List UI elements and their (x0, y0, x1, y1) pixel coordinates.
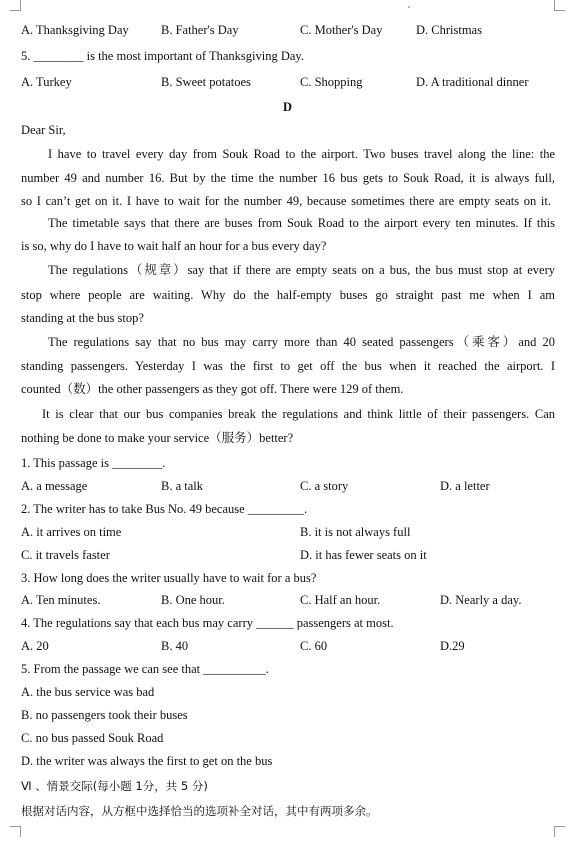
letter-p3-line3: standing at the bus stop? (21, 311, 144, 325)
prev-q5-option-c: C. Shopping (300, 75, 363, 89)
question-3-option-d: D. Nearly a day. (440, 593, 522, 607)
scan-dot (408, 6, 410, 8)
question-1-option-c: C. a story (300, 479, 349, 493)
letter-salutation: Dear Sir, (21, 123, 66, 137)
prev-q4-option-c: C. Mother's Day (300, 23, 383, 37)
question-4-option-d: D.29 (440, 639, 465, 653)
letter-p1-line3: so I can’t get on it. I have to wait for the number 49, because sometimes there are empty seats on it. (21, 194, 551, 208)
section-6-heading: Ⅵ 、情景交际(每小题 1分，共 5 分) (21, 779, 208, 793)
letter-p1-line1: I have to travel every day from Souk Road to the airport. Two buses travel along the line: the (48, 147, 555, 161)
question-3-stem: 3. How long does the writer usually have to wait for a bus? (21, 571, 317, 585)
crop-mark-bottom-left (10, 826, 21, 837)
question-2-stem: 2. The writer has to take Bus No. 49 because _________. (21, 502, 308, 516)
question-2-option-b: B. it is not always full (300, 525, 411, 539)
question-5-option-d: D. the writer was always the first to get on the bus (21, 754, 273, 768)
prev-q4-option-d: D. Christmas (416, 23, 482, 37)
prev-q4-option-b: B. Father's Day (161, 23, 239, 37)
question-3-option-c: C. Half an hour. (300, 593, 381, 607)
crop-mark-top-left (10, 0, 21, 11)
question-1-option-a: A. a message (21, 479, 88, 493)
letter-p4-line3: counted（数）the other passengers as they got off. There were 129 of them. (21, 382, 404, 396)
prev-q5-option-a: A. Turkey (21, 75, 72, 89)
question-3-option-a: A. Ten minutes. (21, 593, 101, 607)
question-1-option-d: D. a letter (440, 479, 490, 493)
prev-q5-stem: 5. ________ is the most important of Thanksgiving Day. (21, 49, 304, 63)
letter-p2-line2: is so, why do I have to wait half an hour for a bus every day? (21, 239, 327, 253)
question-3-option-b: B. One hour. (161, 593, 225, 607)
letter-p2-line1: The timetable says that there are buses from Souk Road to the airport every ten minutes. If this (48, 216, 555, 230)
prev-q5-option-d: D. A traditional dinner (416, 75, 529, 89)
section-letter: D (283, 100, 293, 114)
question-4-option-c: C. 60 (300, 639, 328, 653)
letter-p3-line1: The regulations（规章）say that if there are empty seats on a bus, the bus must stop at every (48, 263, 555, 277)
letter-p5-line2: nothing be done to make your service（服务）better? (21, 431, 294, 445)
question-1-option-b: B. a talk (161, 479, 204, 493)
question-2-option-d: D. it has fewer seats on it (300, 548, 427, 562)
question-4-stem: 4. The regulations say that each bus may carry ______ passengers at most. (21, 616, 394, 630)
question-2-option-a: A. it arrives on time (21, 525, 122, 539)
letter-p4-line2: standing passengers. Yesterday I was the first to get off the bus when it reached the airport. I (21, 359, 555, 373)
letter-p5-line1: It is clear that our bus companies break the regulations and think little of their passengers. Can (42, 407, 555, 421)
crop-mark-bottom-right (554, 826, 565, 837)
question-5-option-a: A. the bus service was bad (21, 685, 155, 699)
question-5-stem: 5. From the passage we can see that __________. (21, 662, 269, 676)
section-6-instruction: 根据对话内容，从方框中选择恰当的选项补全对话，其中有两项多余。 (21, 804, 378, 818)
prev-q4-option-a: A. Thanksgiving Day (21, 23, 129, 37)
question-5-option-c: C. no bus passed Souk Road (21, 731, 164, 745)
letter-p1-line2: number 49 and number 16. But by the time the number 16 bus gets to Souk Road, it is always full, (21, 171, 555, 185)
question-2-option-c: C. it travels faster (21, 548, 110, 562)
question-4-option-b: B. 40 (161, 639, 189, 653)
letter-p3-line2: stop where people are waiting. Why do the half-empty buses go straight past me when I am (21, 288, 555, 302)
letter-p4-line1: The regulations say that no bus may carry more than 40 seated passengers（乘客）and 20 (48, 335, 555, 349)
question-5-option-b: B. no passengers took their buses (21, 708, 188, 722)
prev-q5-option-b: B. Sweet potatoes (161, 75, 251, 89)
question-1-stem: 1. This passage is ________. (21, 456, 166, 470)
question-4-option-a: A. 20 (21, 639, 49, 653)
crop-mark-top-right (554, 0, 565, 11)
